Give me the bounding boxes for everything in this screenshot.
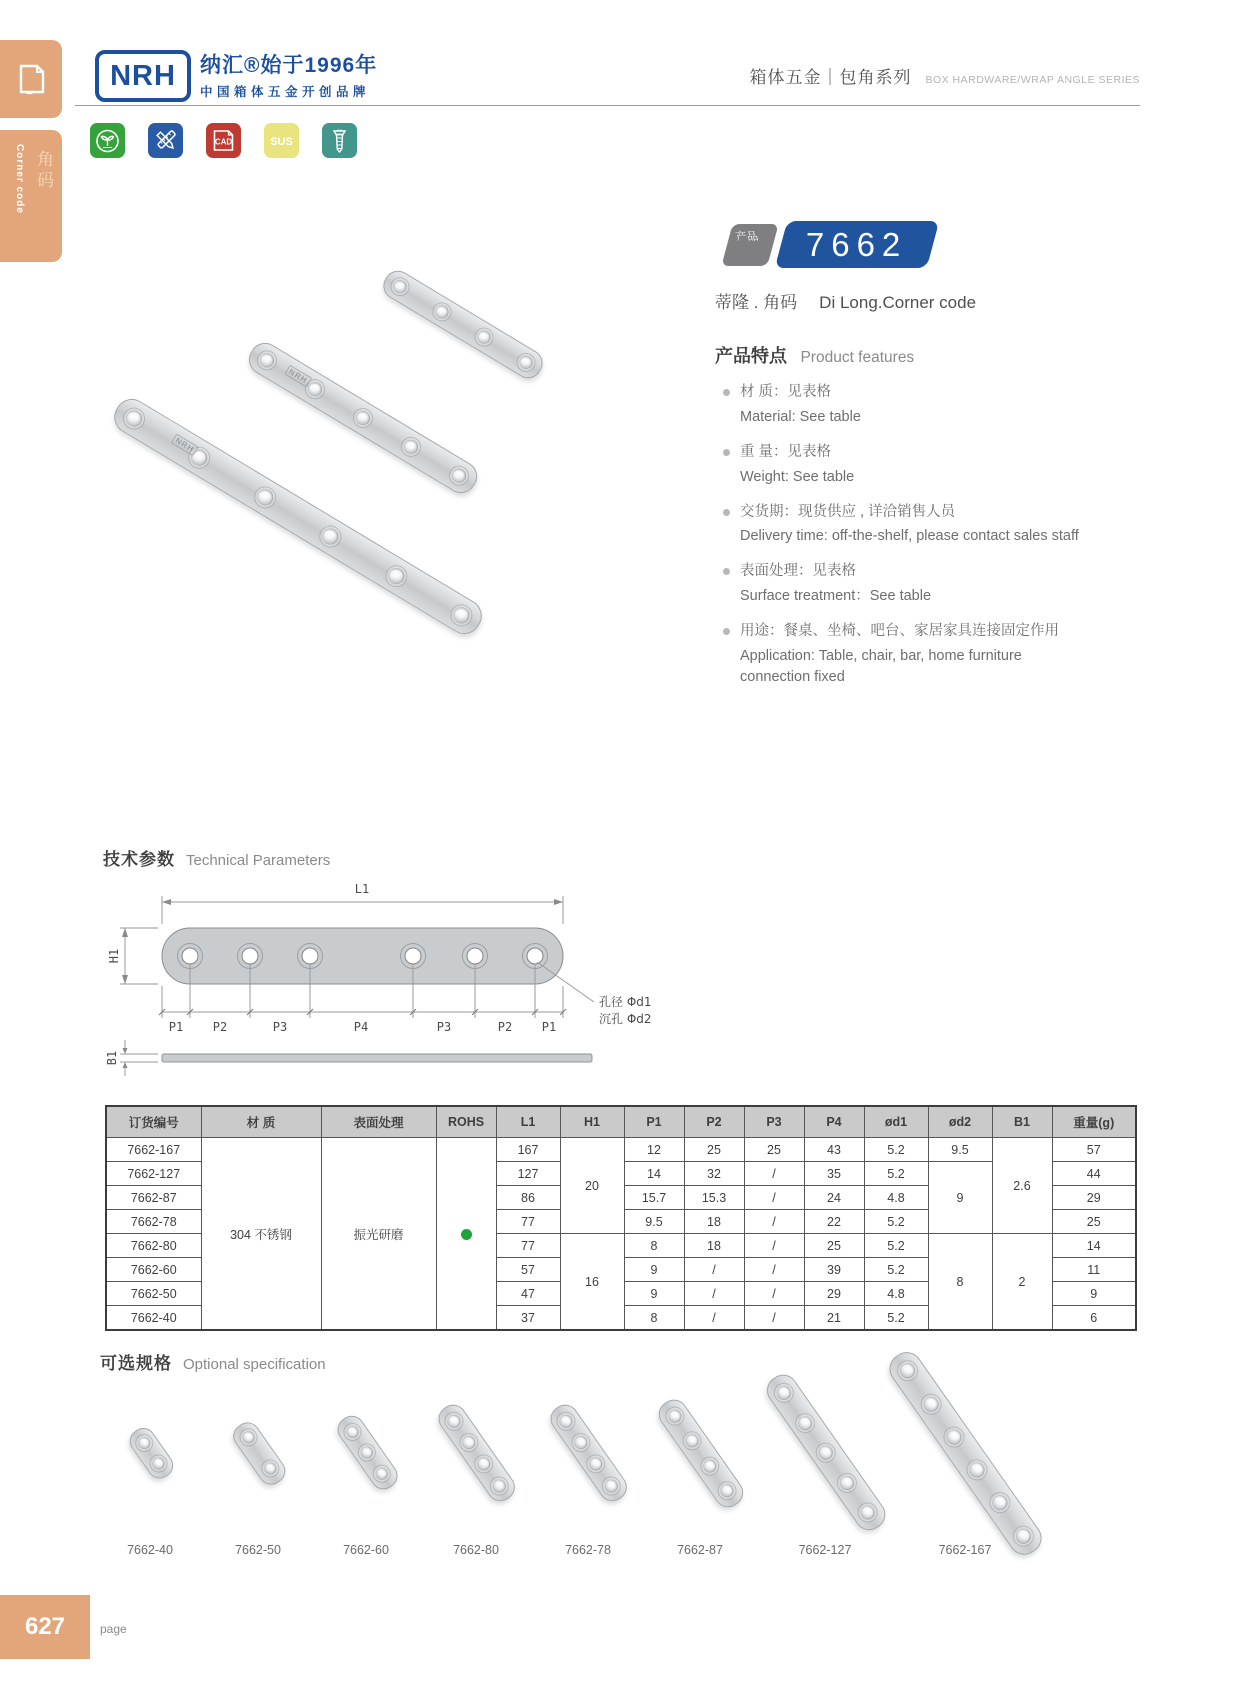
- cell-p3: /: [744, 1234, 804, 1258]
- metal-strip: [433, 1399, 520, 1506]
- optional-spec-label: 7662-78: [565, 1543, 611, 1557]
- cell-l1: 77: [496, 1210, 560, 1234]
- col-header: H1: [560, 1106, 624, 1138]
- dim-p: P2: [212, 1020, 228, 1034]
- feature-en: Application: Table, chair, bar, home furniture connection fixed: [740, 647, 1022, 685]
- brand-stamp: NRH: [171, 433, 199, 456]
- screw-hole: [445, 1412, 463, 1430]
- cell-weight: 11: [1052, 1258, 1136, 1282]
- technical-diagram: [100, 862, 700, 1087]
- features-title-en: Product features: [800, 349, 915, 366]
- sus-icon-label: SUS: [270, 136, 293, 148]
- cad-icon: [206, 123, 241, 158]
- cell-p1: 9.5: [624, 1210, 684, 1234]
- metal-strip: [654, 1394, 749, 1512]
- screw-hole: [451, 603, 473, 625]
- col-header: 订货编号: [106, 1106, 201, 1138]
- feature-item: [715, 442, 1125, 488]
- cell-l1: 57: [496, 1258, 560, 1282]
- screw-hole: [320, 525, 342, 547]
- table-header-row: [106, 1106, 1136, 1138]
- metal-strip: [125, 1423, 178, 1483]
- screw-hole: [603, 1476, 621, 1494]
- screw-hole: [718, 1481, 736, 1499]
- cell-weight: 14: [1052, 1234, 1136, 1258]
- dim-p: P2: [497, 1020, 513, 1034]
- bullet-icon: [723, 568, 730, 575]
- cell-h1: 20: [560, 1138, 624, 1234]
- document-icon: [15, 62, 47, 96]
- feature-cn: 表面处理：见表格: [740, 563, 856, 580]
- screw-hole: [557, 1412, 575, 1430]
- col-header: L1: [496, 1106, 560, 1138]
- optional-spec-label: 7662-80: [453, 1543, 499, 1557]
- feature-en: Surface treatment：See table: [740, 588, 932, 605]
- cell-code: 7662-50: [106, 1282, 201, 1306]
- cell-p3: /: [744, 1210, 804, 1234]
- cell-rohs: [436, 1138, 496, 1331]
- nrh-logo: [95, 50, 191, 102]
- col-header: P3: [744, 1106, 804, 1138]
- cell-p1: 14: [624, 1162, 684, 1186]
- cell-p3: /: [744, 1162, 804, 1186]
- screw-hole: [460, 1433, 478, 1451]
- screw-hole: [1013, 1525, 1034, 1546]
- col-header: ød2: [928, 1106, 992, 1138]
- design-tools-icon: [148, 123, 183, 158]
- cell-p3: /: [744, 1258, 804, 1282]
- screw-hole: [701, 1456, 719, 1474]
- screw-hole: [683, 1432, 701, 1450]
- product-name-cn: 蒂隆 . 角码: [715, 293, 798, 312]
- col-header: 重量(g): [1052, 1106, 1136, 1138]
- feature-cn: 用途：餐桌、坐椅、吧台、家居家具连接固定作用: [740, 623, 1059, 640]
- table-row: [106, 1138, 1136, 1162]
- screw-hole: [475, 328, 493, 346]
- dim-p: P1: [168, 1020, 184, 1034]
- screw-hole: [123, 407, 145, 429]
- hole-note-1: 孔径 Φd1: [599, 995, 652, 1009]
- tech-title-en: Technical Parameters: [186, 852, 331, 869]
- col-header: ød1: [864, 1106, 928, 1138]
- cell-d1: 5.2: [864, 1162, 928, 1186]
- cell-p1: 12: [624, 1138, 684, 1162]
- cell-weight: 29: [1052, 1186, 1136, 1210]
- cell-p3: /: [744, 1282, 804, 1306]
- screw-hole: [666, 1407, 684, 1425]
- cell-code: 7662-127: [106, 1162, 201, 1186]
- cell-l1: 37: [496, 1306, 560, 1331]
- cell-p4: 35: [804, 1162, 864, 1186]
- sidebar-category-tab[interactable]: [0, 130, 62, 262]
- cell-l1: 47: [496, 1282, 560, 1306]
- sidebar-doc-tab[interactable]: [0, 40, 62, 118]
- cell-p4: 25: [804, 1234, 864, 1258]
- cell-d2: 8: [928, 1234, 992, 1331]
- screw-hole: [433, 302, 451, 320]
- screw-hole: [572, 1433, 590, 1451]
- page-label: page: [100, 1622, 127, 1636]
- cell-d1: 5.2: [864, 1258, 928, 1282]
- bullet-icon: [723, 628, 730, 635]
- features-title: [715, 342, 1125, 368]
- screw-hole: [475, 1455, 493, 1473]
- optional-spec-label: 7662-167: [938, 1543, 992, 1557]
- brand-stamp: NRH: [284, 365, 312, 388]
- screw-hole: [837, 1473, 856, 1492]
- metal-strip: [884, 1346, 1048, 1561]
- optional-spec-label: 7662-50: [235, 1543, 281, 1557]
- cell-p3: /: [744, 1186, 804, 1210]
- series-heading: [749, 63, 1140, 88]
- cell-b1: 2: [992, 1234, 1052, 1331]
- metal-strip: [761, 1369, 891, 1536]
- screw-hole: [240, 1429, 257, 1446]
- cell-b1: 2.6: [992, 1138, 1052, 1234]
- feature-item: [715, 382, 1125, 428]
- feature-cn: 材 质：见表格: [740, 384, 832, 400]
- cell-d1: 4.8: [864, 1186, 928, 1210]
- cad-icon-label: CAD: [214, 137, 233, 147]
- metal-strip: [243, 337, 482, 498]
- cell-p1: 9: [624, 1258, 684, 1282]
- screw-hole: [401, 437, 420, 456]
- brand-slogan: [200, 49, 377, 100]
- col-header: B1: [992, 1106, 1052, 1138]
- optional-spec-label: 7662-87: [677, 1543, 723, 1557]
- page-number-block: [0, 1595, 90, 1659]
- slogan-line2: 中国箱体五金开创品牌: [200, 85, 371, 99]
- cell-l1: 86: [496, 1186, 560, 1210]
- dim-b1: B1: [105, 1050, 119, 1066]
- cell-weight: 57: [1052, 1138, 1136, 1162]
- screw-hole: [990, 1492, 1011, 1513]
- cell-p1: 9: [624, 1282, 684, 1306]
- sus-icon: [264, 123, 299, 158]
- cell-p2: /: [684, 1306, 744, 1331]
- cell-p2: /: [684, 1282, 744, 1306]
- cell-p2: 18: [684, 1210, 744, 1234]
- header-divider: [75, 105, 1140, 106]
- metal-strip: [332, 1411, 402, 1495]
- model-number-badge: [775, 221, 940, 268]
- screw-hole: [353, 408, 372, 427]
- cell-d1: 5.2: [864, 1138, 928, 1162]
- cell-l1: 167: [496, 1138, 560, 1162]
- col-header: P4: [804, 1106, 864, 1138]
- cell-p4: 39: [804, 1258, 864, 1282]
- cell-d1: 5.2: [864, 1234, 928, 1258]
- series-title-cn: 箱体五金｜包角系列: [749, 68, 912, 87]
- bullet-icon: [723, 449, 730, 456]
- screw-hole: [967, 1459, 988, 1480]
- product-features: [715, 342, 1125, 688]
- screw-hole: [944, 1426, 965, 1447]
- cell-d2: 9.5: [928, 1138, 992, 1162]
- features-title-cn: 产品特点: [715, 346, 787, 366]
- cell-d1: 4.8: [864, 1282, 928, 1306]
- optional-spec-label: 7662-60: [343, 1543, 389, 1557]
- tech-title-cn: 技术参数: [103, 850, 175, 869]
- cell-p4: 24: [804, 1186, 864, 1210]
- cell-code: 7662-78: [106, 1210, 201, 1234]
- cell-code: 7662-87: [106, 1186, 201, 1210]
- product-name: [715, 288, 976, 313]
- screw-hole: [150, 1455, 167, 1472]
- screw-hole: [795, 1413, 814, 1432]
- screw-hole: [136, 1435, 153, 1452]
- optional-spec-label: 7662-127: [798, 1543, 852, 1557]
- cell-p2: /: [684, 1258, 744, 1282]
- col-header: 材 质: [201, 1106, 321, 1138]
- cell-p2: 18: [684, 1234, 744, 1258]
- cell-p2: 32: [684, 1162, 744, 1186]
- slogan-line1: 纳汇®始于1996年: [200, 54, 378, 77]
- cell-p2: 15.3: [684, 1186, 744, 1210]
- screw-hole: [359, 1445, 376, 1462]
- bullet-icon: [723, 509, 730, 516]
- cell-code: 7662-167: [106, 1138, 201, 1162]
- cell-weight: 25: [1052, 1210, 1136, 1234]
- metal-strip: [545, 1399, 632, 1506]
- metal-strip: [108, 392, 488, 639]
- product-name-en: Di Long.Corner code: [819, 293, 977, 312]
- dim-l1: L1: [354, 882, 370, 896]
- cell-weight: 9: [1052, 1282, 1136, 1306]
- dim-p: P1: [541, 1020, 557, 1034]
- sidebar-tab-label-cn: 角码: [34, 150, 53, 192]
- screw-hole: [258, 351, 277, 370]
- screw-hole: [774, 1383, 793, 1402]
- screw-hole: [254, 485, 276, 507]
- cell-surface: 振光研磨: [321, 1138, 436, 1331]
- screw-hole: [921, 1393, 942, 1414]
- dim-h1: H1: [107, 948, 121, 964]
- cell-d1: 5.2: [864, 1306, 928, 1331]
- optional-spec-label: 7662-40: [127, 1543, 173, 1557]
- cell-p4: 43: [804, 1138, 864, 1162]
- cell-p1: 15.7: [624, 1186, 684, 1210]
- feature-item: [715, 502, 1125, 548]
- cell-code: 7662-40: [106, 1306, 201, 1331]
- cell-p4: 22: [804, 1210, 864, 1234]
- feature-en: Weight: See table: [740, 468, 855, 485]
- screw-hole: [391, 277, 409, 295]
- cell-p4: 21: [804, 1306, 864, 1331]
- cell-d1: 5.2: [864, 1210, 928, 1234]
- screw-hole: [517, 353, 535, 371]
- cell-p4: 29: [804, 1282, 864, 1306]
- screw-hole: [816, 1443, 835, 1462]
- screw-hole: [898, 1360, 919, 1381]
- cell-weight: 44: [1052, 1162, 1136, 1186]
- cell-code: 7662-60: [106, 1258, 201, 1282]
- screw-hole: [491, 1476, 509, 1494]
- eco-icon: [90, 123, 125, 158]
- screw-hole: [449, 466, 468, 485]
- logo-text: NRH: [110, 59, 176, 92]
- col-header: ROHS: [436, 1106, 496, 1138]
- model-label-line2: 型号: [734, 265, 760, 278]
- cell-l1: 127: [496, 1162, 560, 1186]
- cell-material: 304 不锈钢: [201, 1138, 321, 1331]
- bullet-icon: [723, 389, 730, 396]
- optional-title-en: Optional specification: [183, 1356, 326, 1373]
- screw-hole: [587, 1455, 605, 1473]
- dim-p: P4: [353, 1020, 369, 1034]
- metal-strip: [228, 1417, 289, 1489]
- spec-table: [105, 1105, 1137, 1331]
- col-header: P1: [624, 1106, 684, 1138]
- feature-en: Material: See table: [740, 408, 861, 425]
- sidebar-tab-label-en: Corner code: [14, 144, 25, 214]
- cell-d2: 9: [928, 1162, 992, 1234]
- cell-weight: 6: [1052, 1306, 1136, 1331]
- hole-note-2: 沉孔 Φd2: [599, 1012, 652, 1026]
- metal-strip: [378, 265, 547, 383]
- feature-item: [715, 621, 1125, 688]
- dim-p: P3: [272, 1020, 288, 1034]
- cell-h1: 16: [560, 1234, 624, 1331]
- rohs-indicator: [461, 1229, 472, 1240]
- model-label-badge: [721, 224, 778, 278]
- series-title-en: BOX HARDWARE/WRAP ANGLE SERIES: [925, 74, 1140, 86]
- col-header: P2: [684, 1106, 744, 1138]
- screw-hole: [262, 1460, 279, 1477]
- cell-code: 7662-80: [106, 1234, 201, 1258]
- col-header: 表面处理: [321, 1106, 436, 1138]
- page-number: 627: [24, 1613, 66, 1640]
- feature-cn: 交货期：现货供应 , 详洽销售人员: [740, 503, 956, 520]
- screw-hole: [858, 1503, 877, 1522]
- cell-p3: 25: [744, 1138, 804, 1162]
- cell-p1: 8: [624, 1306, 684, 1331]
- screw-hole: [385, 564, 407, 586]
- cell-p2: 25: [684, 1138, 744, 1162]
- feature-cn: 重 量：见表格: [740, 443, 832, 460]
- model-label-line1: 产品: [734, 231, 760, 243]
- screw-hole: [373, 1466, 390, 1483]
- cell-l1: 77: [496, 1234, 560, 1258]
- cell-p1: 8: [624, 1234, 684, 1258]
- optional-title-cn: 可选规格: [100, 1354, 172, 1373]
- feature-en: Delivery time: off-the-shelf, please contact sales staff: [740, 528, 1079, 545]
- model-number: 7662: [806, 225, 908, 263]
- cell-p3: /: [744, 1306, 804, 1331]
- optional-section-title: [100, 1349, 326, 1374]
- feature-item: [715, 561, 1125, 607]
- cert-icon-row: [90, 123, 380, 158]
- dim-p: P3: [436, 1020, 452, 1034]
- screw-hole: [344, 1423, 361, 1440]
- screw-icon: [322, 123, 357, 158]
